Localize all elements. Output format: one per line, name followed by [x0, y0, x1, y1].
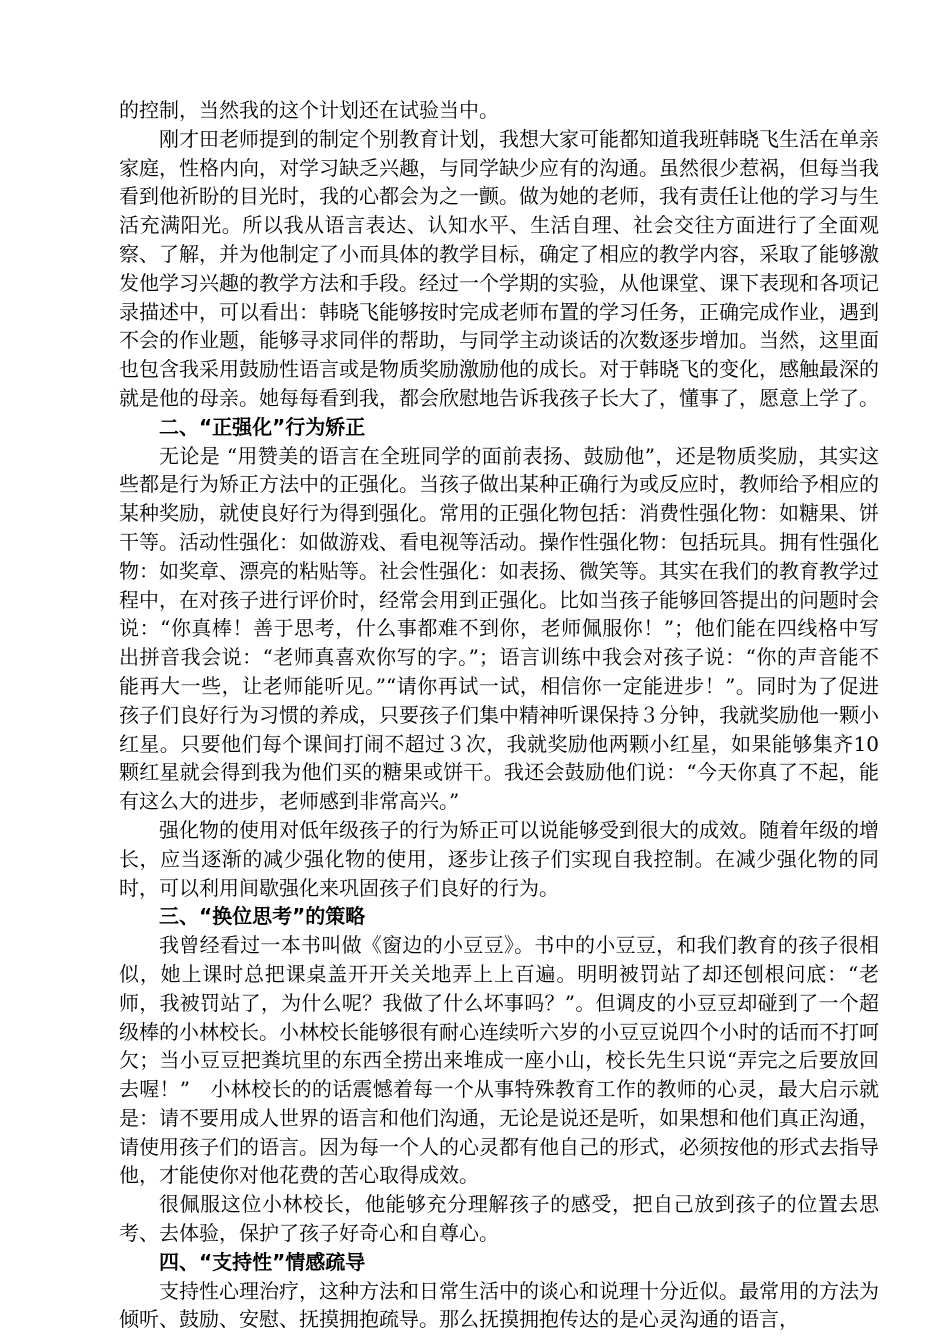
section-heading-positive-reinforcement: 二、“正强化”行为矫正	[159, 414, 366, 439]
paragraph-continued: 的控制，当然我的这个计划还在试验当中。	[119, 98, 499, 122]
document-body	[119, 96, 879, 1334]
paragraph-positive-reinforcement: 无论是 “用赞美的语言在全班同学的面前表扬、鼓励他”，还是物质奖励，其实这些都是行为矫正方法中的正强化。当孩子做出某种正确行为或反应时，教师给予相应的某种奖励，就使良好行为得到强化。常用的正强化物包括：消费性强化物：如糖果、饼干等。活动性强化：如做游戏、看电视等活动。操作性强化物：包括玩具。拥有性强化物：如奖章、漂亮的粘贴等。社会性强化：如表扬、微笑等。其实在我们的教育教学过程中，在对孩子进行评价时，经常会用到正强化。比如当孩子能够回答提出的问题时会说：“你真棒！善于思考，什么事都难不到你，老师佩服你！”；他们能在四线格中写出拼音我会说：“老师真喜欢你写的字。”；语言训练中我会对孩子说：“你的声音能不能再大一些，让老师能听见。”“请你再试一试，相信你一定能进步！”。同时为了促进孩子们良好行为习惯的养成，只要孩子们集中精神听课保持３分钟，我就奖励他一颗小红星。只要他们每个课间打闹不超过３次，我就奖励他两颗小红星，如果能够集齐10颗红星就会得到我为他们买的糖果或饼干。我还会鼓励他们说：“今天你真了不起，能有这么大的进步，老师感到非常高兴。”	[119, 443, 879, 814]
section-heading-perspective-taking: 三、“换位思考”的策略	[159, 904, 366, 929]
paragraph-individual-plan: 刚才田老师提到的制定个别教育计划，我想大家可能都知道我班韩晓飞生活在单亲家庭，性格内向，对学习缺乏兴趣，与同学缺少应有的沟通。虽然很少惹祸，但每当我看到他祈盼的目光时，我的心都会为之一颤。做为她的老师，我有责任让他的学习与生活充满阳光。所以我从语言表达、认知水平、生活自理、社会交往方面进行了全面观察、了解，并为他制定了小而具体的教学目标，确定了相应的教学内容，采取了能够激发他学习兴趣的教学方法和手段。经过一个学期的实验，从他课堂、课下表现和各项记录描述中，可以看出：韩晓飞能够按时完成老师布置的学习任务，正确完成作业，遇到不会的作业题，能够寻求同伴的帮助，与同学主动谈话的次数逐步增加。当然，这里面也包含我采用鼓励性语言或是物质奖励激励他的成长。对于韩晓飞的变化，感触最深的就是他的母亲。她每每看到我，都会欣慰地告诉我孩子长大了，懂事了，愿意上学了。	[119, 126, 879, 410]
paragraph-supportive-therapy: 支持性心理治疗，这种方法和日常生活中的谈心和说理十分近似。最常用的方法为倾听、鼓励、安慰、抚摸拥抱疏导。那么抚摸拥抱传达的是心灵沟通的语言，	[119, 1278, 879, 1332]
paragraph-principal-admiration: 很佩服这位小林校长，他能够充分理解孩子的感受，把自己放到孩子的位置去思考、去体验，保护了孩子好奇心和自尊心。	[119, 1192, 879, 1246]
section-heading-supportive-counseling: 四、“支持性”情感疏导	[159, 1249, 366, 1274]
paragraph-reinforcer-usage: 强化物的使用对低年级孩子的行为矫正可以说能够受到很大的成效。随着年级的增长，应当逐渐的减少强化物的使用，逐步让孩子们实现自我控制。在减少强化物的同时，可以利用间歇强化来巩固孩子们良好的行为。	[119, 817, 879, 900]
paragraph-totto-chan: 我曾经看过一本书叫做《窗边的小豆豆》。书中的小豆豆，和我们教育的孩子很相似，她上课时总把课桌盖开开关关地弄上上百遍。明明被罚站了却还刨根问底：“老师，我被罚站了，为什么呢？我做了什么坏事吗？”。但调皮的小豆豆却碰到了一个超级棒的小林校长。小林校长能够很有耐心连续听六岁的小豆豆说四个小时的话而不打呵欠；当小豆豆把粪坑里的东西全捞出来堆成一座小山，校长先生只说“弄完之后要放回去喔！” 小林校长的的话震憾着每一个从事特殊教育工作的教师的心灵，最大启示就是：请不要用成人世界的语言和他们沟通，无论是说还是听，如果想和他们真正沟通，请使用孩子们的语言。因为每一个人的心灵都有他自己的形式，必须按他的形式去指导他，才能使你对他花费的苦心取得成效。	[119, 933, 879, 1188]
